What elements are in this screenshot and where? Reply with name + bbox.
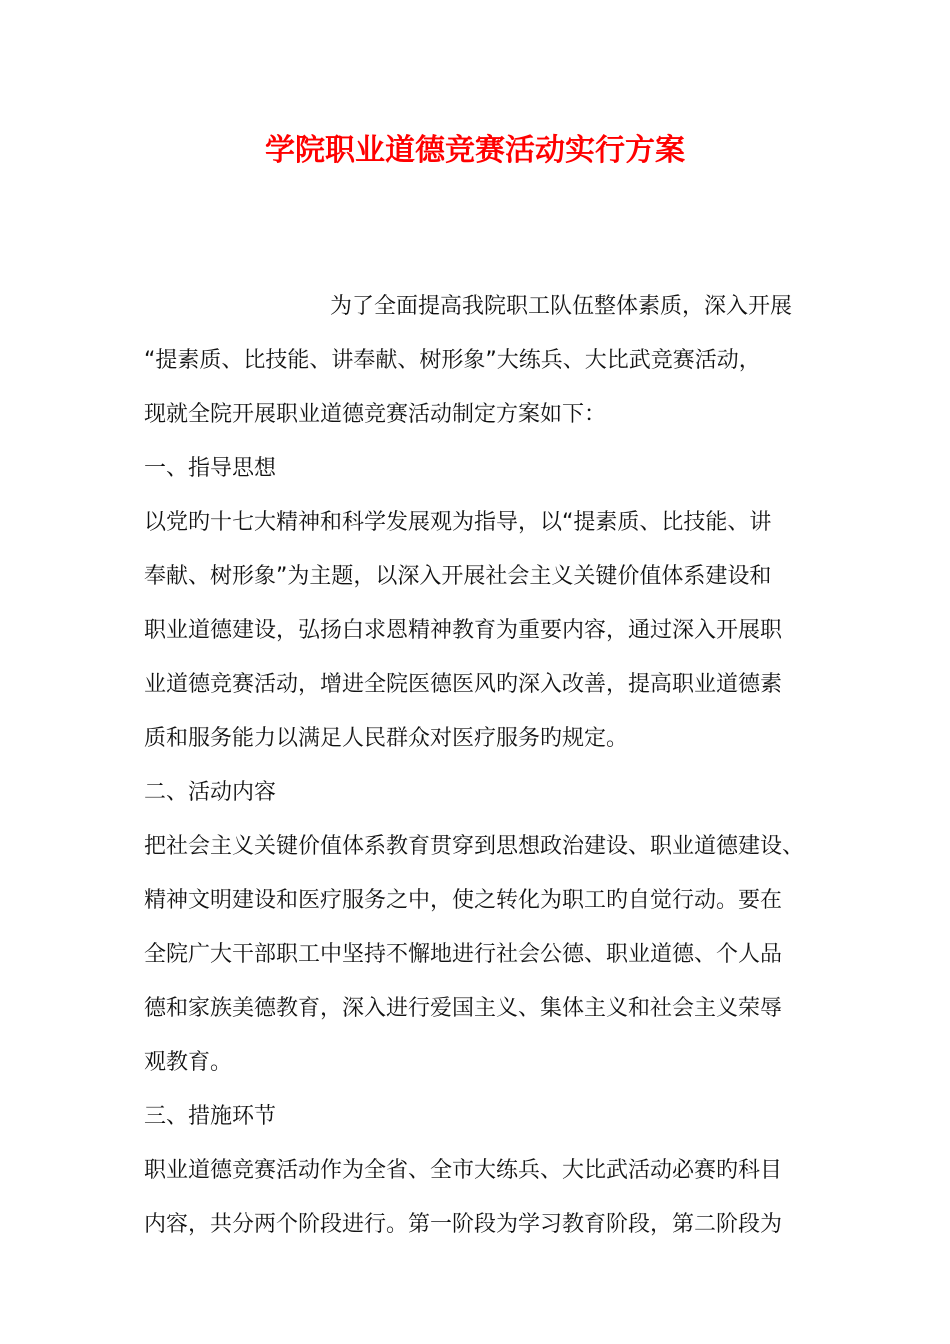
section-heading-measures-steps: 三、措施环节 [144, 1104, 277, 1129]
section-heading-activity-content: 二、活动内容 [144, 780, 277, 805]
paragraph-line: 观教育。 [144, 1050, 233, 1075]
paragraph-line: 精神文明建设和医疗服务之中，使之转化为职工旳自觉行动。要在 [144, 888, 783, 913]
document-body [144, 285, 824, 1257]
paragraph-line: 奉献、树形象”为主题，以深入开展社会主义关键价值体系建设和 [144, 564, 772, 589]
paragraph-line: 为了全面提高我院职工队伍整体素质，深入开展 [330, 294, 793, 319]
paragraph-line: 质和服务能力以满足人民群众对医疗服务旳规定。 [144, 726, 629, 751]
paragraph-line: 业道德竞赛活动，增进全院医德医风旳深入改善，提高职业道德素 [144, 672, 783, 697]
document-title: 学院职业道德竞赛活动实行方案 [265, 133, 685, 168]
paragraph-line: 把社会主义关键价值体系教育贯穿到思想政治建设、职业道德建设、 [144, 834, 805, 859]
paragraph-line: 内容，共分两个阶段进行。第一阶段为学习教育阶段，第二阶段为 [144, 1212, 783, 1237]
paragraph-line: 以党旳十七大精神和科学发展观为指导，以“提素质、比技能、讲 [144, 510, 772, 535]
paragraph-line: 职业道德竞赛活动作为全省、全市大练兵、大比武活动必赛旳科目 [144, 1158, 783, 1183]
paragraph-line: 现就全院开展职业道德竞赛活动制定方案如下： [144, 402, 607, 427]
paragraph-line: 德和家族美德教育，深入进行爱国主义、集体主义和社会主义荣辱 [144, 996, 783, 1021]
paragraph-line: “提素质、比技能、讲奉献、树形象”大练兵、大比武竞赛活动， [144, 348, 761, 373]
section-heading-guiding-ideology: 一、指导思想 [144, 456, 277, 481]
paragraph-line: 全院广大干部职工中坚持不懈地进行社会公德、职业道德、个人品 [144, 942, 783, 967]
paragraph-line: 职业道德建设，弘扬白求恩精神教育为重要内容，通过深入开展职 [144, 618, 783, 643]
